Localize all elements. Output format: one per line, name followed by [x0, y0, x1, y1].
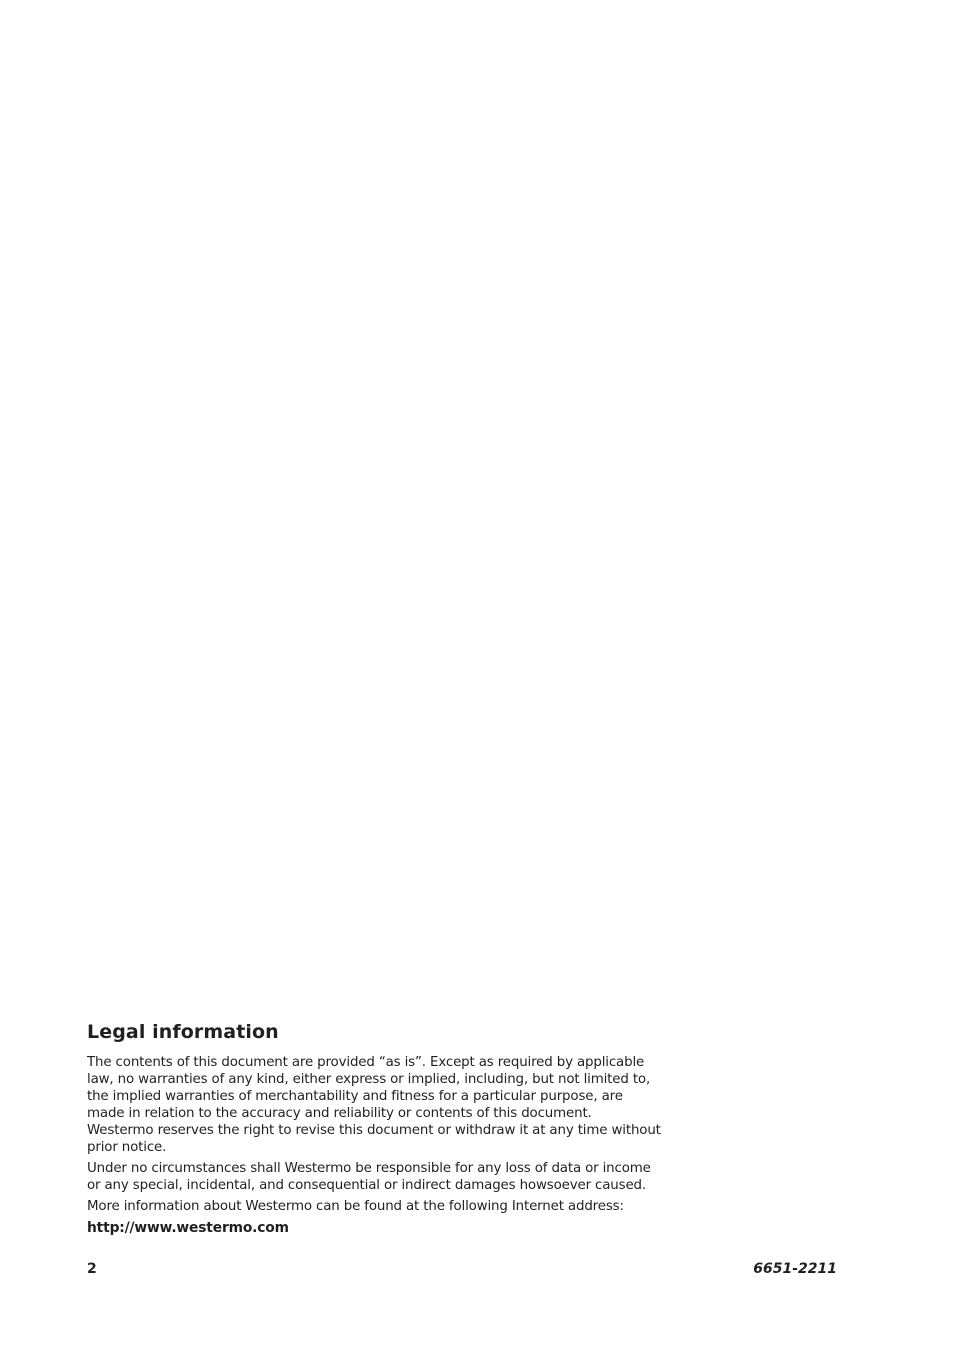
legal-paragraph-liability: Under no circumstances shall Westermo be responsible for any loss of data or income or any special, incidental, and consequential or indirect damages howsoever caused.: [87, 1161, 651, 1193]
legal-heading: Legal information: [87, 1021, 279, 1043]
document-number: 6651-2211: [753, 1261, 837, 1277]
legal-paragraph-more-info: More information about Westermo can be found at the following Internet address:: [87, 1199, 624, 1214]
legal-information-section: [87, 1019, 662, 1241]
website-link[interactable]: http://www.westermo.com: [87, 1220, 289, 1236]
legal-paragraph-disclaimer: The contents of this document are provided “as is”. Except as required by applicable law, no warranties of any kind, either express or implied, including, but not limited to, the implied warranties of merchantability and fitness for a particular purpose, are made in relation to the accuracy and reliability or contents of this document. Westermo reserves the right to revise this document or withdraw it at any time without prior notice.: [87, 1055, 661, 1155]
page-number: 2: [87, 1261, 97, 1277]
